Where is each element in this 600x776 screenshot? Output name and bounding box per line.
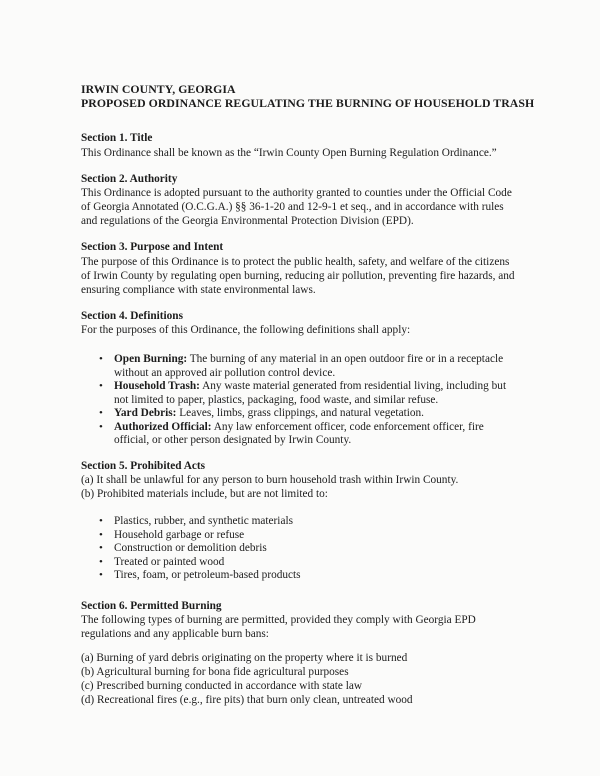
bullet-icon: • bbox=[99, 542, 103, 554]
section-1-heading: Section 1. Title bbox=[81, 132, 153, 144]
section-4 bbox=[81, 310, 561, 448]
section-3-line: The purpose of this Ordinance is to protect the public health, safety, and welfare of the citizens bbox=[81, 255, 510, 268]
prohibited-materials-list bbox=[81, 515, 561, 583]
section-1-text: This Ordinance shall be known as the “Irwin County Open Burning Regulation Ordinance.” bbox=[81, 146, 497, 159]
spacer bbox=[81, 641, 561, 651]
definition-item bbox=[99, 420, 561, 448]
section-6-intro: regulations and any applicable burn bans: bbox=[81, 628, 269, 640]
definitions-list bbox=[81, 353, 561, 448]
permitted-item: (a) Burning of yard debris originating on the property where it is burned bbox=[81, 652, 408, 664]
definition-text: The burning of any material in an open outdoor fire or in a receptacle bbox=[187, 353, 504, 365]
section-4-heading: Section 4. Definitions bbox=[81, 309, 183, 322]
definition-text: official, or other person designated by Irwin County. bbox=[114, 434, 352, 446]
county-title: IRWIN COUNTY, GEORGIA bbox=[81, 82, 236, 96]
permitted-item: (b) Agricultural burning for bona fide agricultural purposes bbox=[81, 666, 349, 678]
list-item: • Construction or demolition debris bbox=[99, 542, 267, 554]
bullet-icon: • bbox=[99, 353, 103, 365]
definition-text: Any waste material generated from residential living, including but bbox=[199, 380, 507, 392]
section-3-line: ensuring compliance with state environmental laws. bbox=[81, 283, 316, 296]
section-6-intro: The following types of burning are permitted, provided they comply with Georgia EPD bbox=[81, 614, 476, 626]
definition-text: not limited to paper, plastics, packaging, food waste, and similar refuse. bbox=[114, 393, 439, 406]
definition-item bbox=[99, 407, 561, 421]
list-item: • Household garbage or refuse bbox=[99, 528, 245, 541]
section-6 bbox=[81, 600, 561, 708]
permitted-item: (c) Prescribed burning conducted in accordance with state law bbox=[81, 680, 363, 692]
bullet-icon: • bbox=[99, 515, 103, 527]
section-3-line: of Irwin County by regulating open burning, reducing air pollution, preventing fire hazards, and bbox=[81, 269, 515, 282]
bullet-icon: • bbox=[99, 555, 103, 568]
definition-term: Yard Debris: bbox=[114, 407, 177, 419]
section-4-intro: For the purposes of this Ordinance, the following definitions shall apply: bbox=[81, 324, 411, 336]
section-5 bbox=[81, 460, 561, 583]
definition-term: Household Trash: bbox=[114, 380, 200, 392]
permitted-item: (d) Recreational fires (e.g., fire pits) that burn only clean, untreated wood bbox=[81, 694, 413, 706]
definition-term: Authorized Official: bbox=[114, 420, 212, 433]
list-item: • Plastics, rubber, and synthetic materials bbox=[99, 515, 293, 527]
section-2-line: This Ordinance is adopted pursuant to the authority granted to counties under the Official Code bbox=[81, 187, 512, 199]
list-item: • Tires, foam, or petroleum-based products bbox=[99, 569, 301, 581]
section-5-clause-a: (a) It shall be unlawful for any person to burn household trash within Irwin County. bbox=[81, 474, 459, 486]
definition-text: Any law enforcement officer, code enforcement officer, fire bbox=[211, 420, 484, 433]
bullet-icon: • bbox=[99, 407, 103, 419]
section-6-heading: Section 6. Permitted Burning bbox=[81, 599, 222, 612]
definition-item bbox=[99, 353, 561, 380]
section-5-heading: Section 5. Prohibited Acts bbox=[81, 459, 206, 472]
bullet-icon: • bbox=[99, 420, 103, 433]
section-2 bbox=[81, 173, 561, 229]
definition-text: Leaves, limbs, grass clippings, and natural vegetation. bbox=[176, 407, 424, 419]
section-2-line: and regulations of the Georgia Environmental Protection Division (EPD). bbox=[81, 215, 414, 227]
section-2-line: of Georgia Annotated (O.C.G.A.) §§ 36-1-20 and 12-9-1 et seq., and in accordance with rules bbox=[81, 201, 504, 213]
list-item: • Treated or painted wood bbox=[99, 555, 225, 568]
section-2-heading: Section 2. Authority bbox=[81, 172, 178, 185]
document-body bbox=[81, 82, 561, 707]
section-1 bbox=[81, 132, 561, 160]
bullet-icon: • bbox=[99, 528, 103, 541]
definition-item bbox=[99, 380, 561, 407]
bullet-icon: • bbox=[99, 569, 103, 581]
bullet-icon: • bbox=[99, 380, 103, 392]
definition-term: Open Burning: bbox=[114, 353, 188, 365]
ordinance-title: PROPOSED ORDINANCE REGULATING THE BURNING OF HOUSEHOLD TRASH bbox=[81, 96, 535, 110]
section-3 bbox=[81, 241, 561, 297]
definition-text: without an approved air pollution control device. bbox=[114, 366, 336, 379]
section-5-clause-b: (b) Prohibited materials include, but are not limited to: bbox=[81, 488, 328, 500]
section-3-heading: Section 3. Purpose and Intent bbox=[81, 241, 224, 253]
